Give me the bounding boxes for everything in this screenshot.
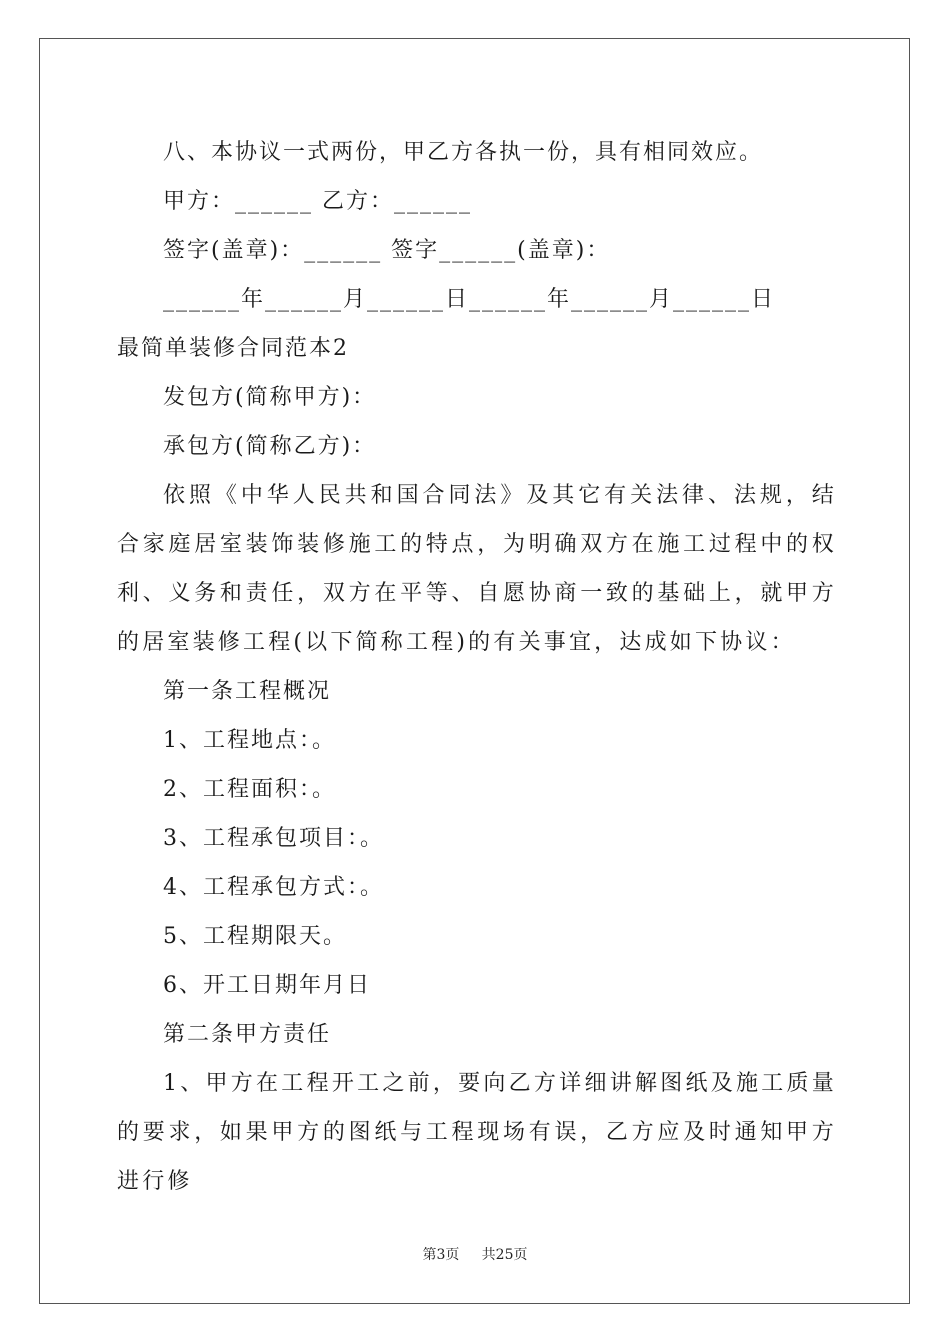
list-item: 6、开工日期年月日: [163, 973, 371, 998]
date-line: ______年______月______日______年______月______日: [163, 287, 776, 312]
document-body: [117, 128, 837, 1206]
article-one-title: 第一条工程概况: [163, 679, 332, 704]
intro-paragraph: 依照《中华人民共和国合同法》及其它有关法律、法规，结合家庭居室装饰装修施工的特点，为明确双方在施工过程中的权利、义务和责任，双方在平等、自愿协商一致的基础上，就甲方的居室装修工程(以下简称工程)的有关事宜，达成如下协议：: [117, 483, 837, 655]
signature-line: 签字(盖章)：______ 签字______(盖章)：: [163, 238, 611, 263]
list-item: 4、工程承包方式：。: [163, 875, 384, 900]
page-footer: [0, 1244, 950, 1264]
list-item: 5、工程期限天。: [163, 924, 347, 949]
party-line: 甲方：______ 乙方：______: [163, 189, 472, 214]
party-a-label: 发包方(简称甲方)：: [163, 385, 377, 410]
list-item: 1、工程地点：。: [163, 728, 336, 753]
list-item: 3、工程承包项目：。: [163, 826, 384, 851]
clause-eight: 八、本协议一式两份，甲乙方各执一份，具有相同效应。: [163, 140, 764, 165]
party-b-label: 承包方(简称乙方)：: [163, 434, 377, 459]
section-title: 最简单装修合同范本2: [117, 336, 349, 361]
page-total: 共25页: [481, 1247, 528, 1263]
page-number: 第3页: [422, 1247, 460, 1263]
article-two-paragraph: 1、甲方在工程开工之前，要向乙方详细讲解图纸及施工质量的要求，如果甲方的图纸与工程现场有误，乙方应及时通知甲方进行修: [117, 1071, 837, 1194]
article-two-title: 第二条甲方责任: [163, 1022, 332, 1047]
list-item: 2、工程面积：。: [163, 777, 336, 802]
